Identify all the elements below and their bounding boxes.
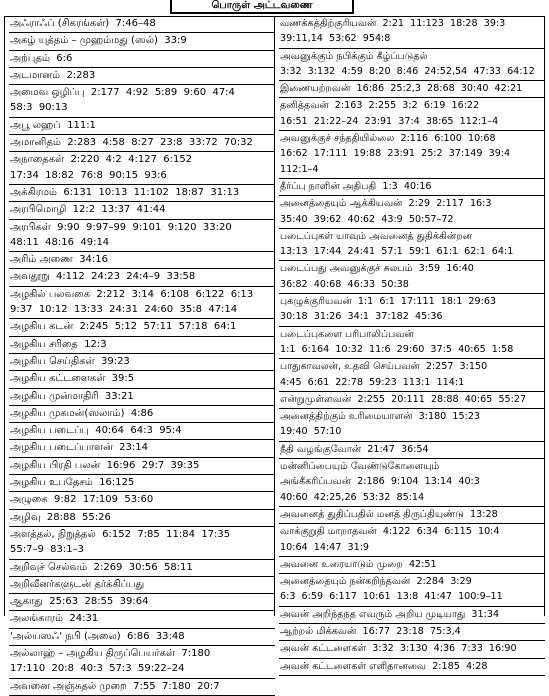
index-entry: அழகிய படைப்பாளன் 23:14: [9, 440, 275, 457]
index-entry: அழகிய முன்மாதிரி 33:21: [9, 389, 275, 406]
index-entry: அளத்தல், நிறுத்தல் 6:152 7:85 11:84 17:35 55:7–9 83:1–3: [9, 527, 275, 560]
index-entry: மன்னிப்பையும் வேண்டுகோளையும் அங்கீகரிப்பவன் 2:186 9:104 13:14 40:3 40:60 42:25,26 53:32 85:14: [279, 459, 545, 507]
index-entry: அவனை உரையாடும் முறை 42:51: [279, 557, 545, 574]
index-entry: அகழ் யுத்தம் – முஹம்மது (ஸல்) 33:9: [9, 33, 275, 50]
index-entry: வாக்குறுதி மாறாதவன் 4:122 6:34 6:115 10:4 10:64 14:47 31:9: [279, 524, 545, 557]
index-entry: அற்புதம் 6:6: [9, 51, 275, 68]
index-entry: அவன் அறிந்தநத எவரும் அறிய முடியாது 31:34: [279, 607, 545, 624]
index-entry: அழகிய செய்திகள் 39:23: [9, 354, 275, 371]
index-entry: அடமானம் 2:283: [9, 68, 275, 85]
index-entry: படைப்பது அவனுக்குச் சுலபம் 3:59 16:40 36:82 40:68 46:33 50:38: [279, 261, 545, 294]
index-entry: அவன் கட்டளைகள் எளிதானவை 2:185 4:28: [279, 659, 545, 676]
index-entry: அரிம் அணை 34:16: [9, 252, 275, 269]
index-entry: அபூ லஹப் 111:1: [9, 118, 275, 135]
index-entry: அநாதைகள் 2:220 4:2 4:127 6:152 17:34 18:82 76:8 90:15 93:6: [9, 152, 275, 185]
index-entry: அலங்காரம் 24:31: [9, 611, 275, 628]
index-entry: ஆகாது 25:63 28:55 39:64: [9, 594, 275, 611]
index-entry: வணக்கத்திற்குரியவன் 2:21 11:123 18:28 39:3 39:11,14 53:62 954:8: [279, 16, 545, 49]
index-entry: அறிவீனர்களுடன் தர்க்கிப்பது: [9, 577, 275, 594]
index-entry: அழகிய பிரதி பலன் 16:96 29:7 39:35: [9, 458, 275, 475]
index-entry: அவனை அஞ்சுதல் முறை 7:55 7:180 20:7: [9, 679, 275, 696]
index-entry: அழகிய படைப்பு 40:64 64:3 95:4: [9, 423, 275, 440]
index-entry: தீர்ப்பு நாளின் அதிபதி 1:3 40:16: [279, 179, 545, 196]
index-entry: என்றுமுள்ளவன் 2:255 20:111 28:88 40:65 55:27: [279, 392, 545, 409]
index-entry: அவன் கட்டளைகள் 3:32 3:130 4:36 7:33 16:90: [279, 641, 545, 658]
index-entry: அழகில் பலவகை 2:212 3:14 6:108 6:122 6:13 9:37 10:12 13:33 24:31 24:60 35:8 47:14: [9, 287, 275, 320]
index-column-left: [9, 16, 275, 696]
index-entry: அழிவு 28:88 55:26: [9, 510, 275, 527]
index-entry: அவனைத் துதிப்பதில் மனத் திருப்தியுண்டு 13:28: [279, 507, 545, 524]
index-entry: அனைத்தையும் ஆக்கியவன் 2:29 2:117 16:3 35:40 39:62 40:62 43:9 50:57–72: [279, 196, 545, 229]
index-entry: அழுகை 9:82 17:109 53:60: [9, 492, 275, 509]
index-column-right: [279, 16, 545, 676]
index-entry: தனித்தவன் 2:163 2:255 3:2 6:19 16:22 16:51 21:22–24 23:91 37:4 38:65 112:1–4: [279, 98, 545, 131]
index-entry: புகழுக்குரியவன் 1:1 6:1 17:111 18:1 29:63 30:18 31:26 34:1 37:182 45:36: [279, 294, 545, 327]
index-entry: அரபிமொழி 12:2 13:37 41:44: [9, 202, 275, 219]
index-entry: அரபிகள் 9:90 9:97–99 9:101 9:120 33:20 48:11 48:16 49:14: [9, 220, 275, 253]
index-entry: அனைத்தையும் நன்கறிந்தவன் 2:284 3:29 6:3 6:59 6:117 10:61 13:8 41:47 100:9–11: [279, 574, 545, 607]
index-entry: அழகிய கடன் 2:245 5:12 57:11 57:18 64:1: [9, 319, 275, 336]
index-entry: அஃராஃப் (சிகரங்கள்) 7:46–48: [9, 16, 275, 33]
index-entry: நீதி வழங்குவோன் 21:47 36:54: [279, 442, 545, 459]
index-entry: ஆற்றல் மிக்கவன் 16:77 23:18 75:3,4: [279, 624, 545, 641]
index-entry: அழகிய சரிதை 12:3: [9, 337, 275, 354]
index-entry: அவதூறு 4:112 24:23 24:4–9 33:58: [9, 269, 275, 286]
index-entry: படைப்புகள் யாவும் அவனைத் துதிக்கின்றன 13:13 17:44 24:41 57:1 59:1 61:1 62:1 64:1: [279, 229, 545, 262]
index-entry: இணையற்றவன் 16:86 25:2,3 28:68 30:40 42:21: [279, 81, 545, 98]
index-entry: அழகிய உபதேசம் 16:125: [9, 475, 275, 492]
index-entry: அனைத்திற்கும் உரிமையாளன் 3:180 15:23 19:40 57:10: [279, 409, 545, 442]
index-entry: அழகிய முகமன்(ஸலாம்) 4:86: [9, 406, 275, 423]
page-title: பொருள் அட்டவணை: [211, 0, 313, 11]
index-entry: அறிவுச் செல்வம் 2:269 30:56 58:11: [9, 560, 275, 577]
index-entry: பாதுகாவலன், உதவி செய்பவன் 2:257 3:150 4:45 6:61 22:78 59:23 113:1 114:1: [279, 359, 545, 392]
index-entry: அல்லாஹ் – அழகிய திருப்பெயர்கள் 7:180 17:110 20:8 40:3 57:3 59:22–24: [9, 646, 275, 679]
index-entry: 'அல்யஸஃ' நபி (அலை) 6:86 33:48: [9, 629, 275, 646]
index-entry: அவனுக்குச் சந்ததியில்லை 2:116 6:100 10:68 16:62 17:111 19:88 23:91 25:2 37:149 39:4 112:1–4: [279, 131, 545, 179]
page-title-box: [170, 0, 354, 14]
index-entry: படைப்புகளை பரிபாலிப்பவன் 1:1 6:164 10:32 11:6 29:60 37:5 40:65 1:58: [279, 327, 545, 360]
index-entry: அக்கிரமம் 6:131 10:13 11:102 18:87 31:13: [9, 185, 275, 202]
index-entry: அவனுக்கும் நபிக்கும் கீழ்ப்படுதல் 3:32 3:132 4:59 8:20 8:46 24:52,54 47:33 64:12: [279, 49, 545, 82]
index-entry: அமைவ ஒழிப்பு 2:177 4:92 5:89 9:60 47:4 58:3 90:13: [9, 85, 275, 118]
index-entry: அழகிய கட்டளைகள் 39:5: [9, 371, 275, 388]
index-entry: அமானிதம் 2:283 4:58 8:27 23:8 33:72 70:32: [9, 135, 275, 152]
